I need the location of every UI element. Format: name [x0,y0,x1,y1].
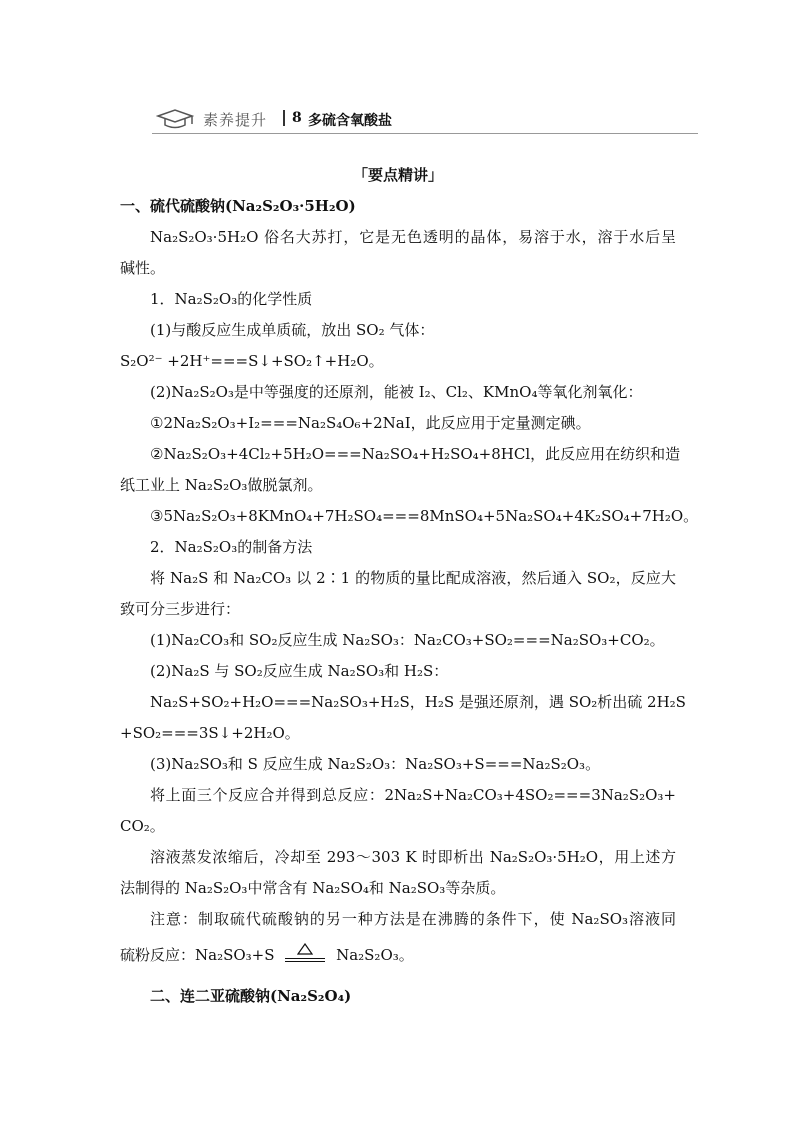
equation: ③5Na₂S₂O₃+8KMnO₄+7H₂SO₄===8MnSO₄+5Na₂SO₄+4K₂SO₄+7H₂O。 [150,507,699,525]
note-line: 注意：制取硫代硫酸钠的另一种方法是在沸腾的条件下，使 Na₂SO₃溶液同 [150,910,676,928]
equals-bar [285,961,325,962]
header-rule [152,133,698,134]
subheading: 1．Na₂S₂O₃的化学性质 [150,290,313,308]
graduation-cap-icon [156,108,194,130]
step-line: (3)Na₂SO₃和 S 反应生成 Na₂S₂O₃：Na₂SO₃+S===Na₂S₂O₃。 [150,755,601,773]
equation: ①2Na₂S₂O₃+I₂===Na₂S₄O₆+2NaI，此反应用于定量测定碘。 [150,414,591,432]
paragraph-line: Na₂S₂O₃·5H₂O 俗名大苏打，它是无色透明的晶体，易溶于水，溶于水后呈 [150,228,676,246]
heat-triangle-icon [297,943,313,955]
paragraph-line: 溶液蒸发浓缩后，冷却至 293～303 K 时即析出 Na₂S₂O₃·5H₂O，用上述方 [150,848,676,866]
paragraph-line: 法制得的 Na₂S₂O₃中常含有 Na₂SO₄和 Na₂SO₃等杂质。 [120,879,506,897]
page-header [152,104,698,134]
note-equation-left: 硫粉反应：Na₂SO₃+S [120,946,275,964]
equation: ②Na₂S₂O₃+4Cl₂+5H₂O===Na₂SO₄+H₂SO₄+8HCl，此反应用在纺织和造 [150,445,681,463]
note-equation-right: Na₂S₂O₃。 [336,946,414,964]
paragraph-line: (1)与酸反应生成单质硫，放出 SO₂ 气体： [150,321,435,339]
equation: Na₂S+SO₂+H₂O===Na₂SO₃+H₂S，H₂S 是强还原剂，遇 SO₂析出硫 2H₂S [150,693,686,711]
paragraph-line: 纸工业上 Na₂S₂O₃做脱氯剂。 [120,476,323,494]
header-number: 8 [292,110,302,126]
equation: CO₂。 [120,817,165,835]
paragraph-line: 将 Na₂S 和 Na₂CO₃ 以 2∶1 的物质的量比配成溶液，然后通入 SO₂，反应大 [150,569,676,587]
heating-arrow [285,943,325,965]
equation: +SO₂===3S↓+2H₂O。 [120,724,300,742]
step-line: (2)Na₂S 与 SO₂反应生成 Na₂SO₃和 H₂S： [150,662,449,680]
section-title: 「要点精讲」 [352,166,443,184]
step-line: (1)Na₂CO₃和 SO₂反应生成 Na₂SO₃：Na₂CO₃+SO₂===Na₂SO₃+CO₂。 [150,631,665,649]
document-body [120,160,699,1012]
subheading: 2．Na₂S₂O₃的制备方法 [150,538,313,556]
equation: 将上面三个反应合并得到总反应：2Na₂S+Na₂CO₃+4SO₂===3Na₂S₂O₃+ [150,786,676,804]
paragraph-line: 碱性。 [120,259,166,277]
heading-1: 一、硫代硫酸钠(Na₂S₂O₃·5H₂O) [120,197,356,215]
paragraph-line: 致可分三步进行： [120,600,241,618]
header-divider [283,110,285,126]
note-equation [120,935,676,975]
heading-2: 二、连二亚硫酸钠(Na₂S₂O₄) [150,987,352,1005]
equals-bar [285,958,325,959]
header-brand: 素养提升 [203,111,268,129]
paragraph-line: (2)Na₂S₂O₃是中等强度的还原剂，能被 I₂、Cl₂、KMnO₄等氧化剂氧化： [150,383,643,401]
header-title: 多硫含氧酸盐 [308,113,392,129]
equation: S₂O²⁻ +2H⁺===S↓+SO₂↑+H₂O。 [120,352,384,370]
